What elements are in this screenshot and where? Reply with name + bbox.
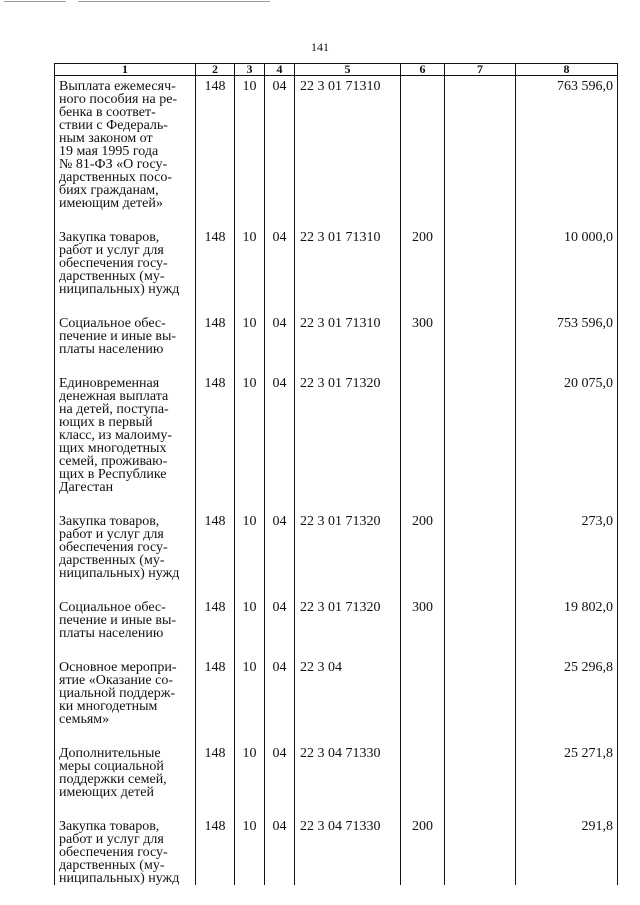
table-row <box>55 296 618 356</box>
row-name-cell <box>55 76 196 211</box>
row-name-line: платы населению <box>59 626 164 641</box>
ministry-code-cell: 148 <box>196 640 235 726</box>
row-name-line: биях гражданам, <box>59 183 159 198</box>
amount-cell: 25 271,8 <box>516 726 618 799</box>
col-header-8: 8 <box>516 64 618 76</box>
row-name-cell <box>55 580 196 640</box>
table-row <box>55 210 618 296</box>
row-name-line: Выплата ежемесяч- <box>59 79 176 94</box>
section-code-cell: 10 <box>235 640 265 726</box>
target-article-cell: 22 3 01 71320 <box>295 580 401 640</box>
subsection-code-cell: 04 <box>265 356 295 494</box>
col7-cell <box>445 640 516 726</box>
subsection-code-cell: 04 <box>265 296 295 356</box>
col7-cell <box>445 296 516 356</box>
row-name-line: ниципальных) нужд <box>59 871 180 886</box>
col-header-2: 2 <box>196 64 235 76</box>
expense-type-cell <box>401 76 445 211</box>
row-name-line: Основное меропри- <box>59 660 177 675</box>
row-name-line: работ и услуг для <box>59 243 164 258</box>
row-name-cell <box>55 494 196 580</box>
row-name-line: обеспечения госу- <box>59 256 168 271</box>
expense-type-cell: 200 <box>401 210 445 296</box>
amount-cell: 753 596,0 <box>516 296 618 356</box>
row-name-line: меры социальной <box>59 759 164 774</box>
row-name-line: печение и иные вы- <box>59 613 177 628</box>
section-code-cell: 10 <box>235 76 265 211</box>
amount-cell: 10 000,0 <box>516 210 618 296</box>
subsection-code-cell: 04 <box>265 210 295 296</box>
row-name-line: Закупка товаров, <box>59 819 160 834</box>
target-article-cell: 22 3 01 71310 <box>295 76 401 211</box>
section-code-cell: 10 <box>235 726 265 799</box>
ministry-code-cell: 148 <box>196 580 235 640</box>
row-name-line: 19 мая 1995 года <box>59 144 159 159</box>
col-header-6: 6 <box>401 64 445 76</box>
row-name-cell <box>55 799 196 885</box>
scan-top-rule-right <box>78 1 270 2</box>
row-name-line: имеющим детей» <box>59 196 163 211</box>
ministry-code-cell: 148 <box>196 356 235 494</box>
target-article-cell: 22 3 04 71330 <box>295 726 401 799</box>
expense-type-cell <box>401 356 445 494</box>
expense-type-cell: 300 <box>401 296 445 356</box>
table-row <box>55 640 618 726</box>
section-code-cell: 10 <box>235 356 265 494</box>
ministry-code-cell: 148 <box>196 76 235 211</box>
row-name-line: класс, из малоиму- <box>59 428 173 443</box>
ministry-code-cell: 148 <box>196 296 235 356</box>
col-header-7: 7 <box>445 64 516 76</box>
table-row <box>55 494 618 580</box>
col7-cell <box>445 494 516 580</box>
row-name-line: циальной поддерж- <box>59 686 176 701</box>
row-name-line: щих многодетных <box>59 441 167 456</box>
row-name-line: Закупка товаров, <box>59 230 160 245</box>
section-code-cell: 10 <box>235 296 265 356</box>
row-name-cell <box>55 210 196 296</box>
ministry-code-cell: 148 <box>196 726 235 799</box>
row-name-line: Дополнительные <box>59 746 161 761</box>
expense-type-cell <box>401 640 445 726</box>
expense-type-cell: 200 <box>401 494 445 580</box>
col7-cell <box>445 210 516 296</box>
col7-cell <box>445 76 516 211</box>
col7-cell <box>445 356 516 494</box>
row-name-cell <box>55 356 196 494</box>
target-article-cell: 22 3 04 <box>295 640 401 726</box>
row-name-line: дарственных (му- <box>59 269 165 284</box>
table-row <box>55 76 618 211</box>
row-name-line: Дагестан <box>59 480 114 495</box>
row-name-line: обеспечения госу- <box>59 845 168 860</box>
page-number: 141 <box>311 40 329 54</box>
row-name-line: Социальное обес- <box>59 600 166 615</box>
expense-type-cell <box>401 726 445 799</box>
col7-cell <box>445 726 516 799</box>
target-article-cell: 22 3 01 71320 <box>295 356 401 494</box>
target-article-cell: 22 3 01 71320 <box>295 494 401 580</box>
row-name-line: бенка в соответ- <box>59 105 156 120</box>
row-name-line: ки многодетным <box>59 699 158 714</box>
subsection-code-cell: 04 <box>265 76 295 211</box>
row-name-line: семей, проживаю- <box>59 454 168 469</box>
budget-table <box>54 63 618 885</box>
target-article-cell: 22 3 01 71310 <box>295 296 401 356</box>
row-name-line: печение и иные вы- <box>59 329 177 344</box>
row-name-line: работ и услуг для <box>59 527 164 542</box>
table-row <box>55 580 618 640</box>
expense-type-cell: 300 <box>401 580 445 640</box>
row-name-cell <box>55 640 196 726</box>
row-name-cell <box>55 726 196 799</box>
col-header-3: 3 <box>235 64 265 76</box>
row-name-line: платы населению <box>59 342 164 357</box>
ministry-code-cell: 148 <box>196 494 235 580</box>
row-name-line: дарственных (му- <box>59 858 165 873</box>
row-name-cell <box>55 296 196 356</box>
row-name-line: ного пособия на ре- <box>59 92 178 107</box>
scan-top-rule-left <box>4 1 66 2</box>
subsection-code-cell: 04 <box>265 494 295 580</box>
row-name-line: денежная выплата <box>59 389 169 404</box>
row-name-line: Социальное обес- <box>59 316 166 331</box>
row-name-line: Единовременная <box>59 376 160 391</box>
section-code-cell: 10 <box>235 494 265 580</box>
amount-cell: 25 296,8 <box>516 640 618 726</box>
amount-cell: 20 075,0 <box>516 356 618 494</box>
expense-type-cell: 200 <box>401 799 445 885</box>
row-name-line: дарственных посо- <box>59 170 173 185</box>
target-article-cell: 22 3 04 71330 <box>295 799 401 885</box>
section-code-cell: 10 <box>235 210 265 296</box>
subsection-code-cell: 04 <box>265 799 295 885</box>
row-name-line: имеющих детей <box>59 785 154 800</box>
table-header-row <box>55 64 618 76</box>
amount-cell: 291,8 <box>516 799 618 885</box>
col7-cell <box>445 580 516 640</box>
col-header-1: 1 <box>55 64 196 76</box>
row-name-line: № 81-ФЗ «О госу- <box>59 157 168 172</box>
row-name-line: дарственных (му- <box>59 553 165 568</box>
table-body <box>55 76 618 886</box>
row-name-line: ятие «Оказание со- <box>59 673 173 688</box>
row-name-line: поддержки семей, <box>59 772 167 787</box>
col-header-5: 5 <box>295 64 401 76</box>
row-name-line: ниципальных) нужд <box>59 566 180 581</box>
table-row <box>55 799 618 885</box>
amount-cell: 273,0 <box>516 494 618 580</box>
subsection-code-cell: 04 <box>265 640 295 726</box>
row-name-line: ным законом от <box>59 131 153 146</box>
ministry-code-cell: 148 <box>196 799 235 885</box>
subsection-code-cell: 04 <box>265 580 295 640</box>
section-code-cell: 10 <box>235 799 265 885</box>
row-name-line: Закупка товаров, <box>59 514 160 529</box>
section-code-cell: 10 <box>235 580 265 640</box>
row-name-line: ствии с Федераль- <box>59 118 168 133</box>
row-name-line: обеспечения госу- <box>59 540 168 555</box>
table-row <box>55 356 618 494</box>
row-name-line: семьям» <box>59 712 110 727</box>
col-header-4: 4 <box>265 64 295 76</box>
row-name-line: щих в Республике <box>59 467 167 482</box>
table-row <box>55 726 618 799</box>
target-article-cell: 22 3 01 71310 <box>295 210 401 296</box>
ministry-code-cell: 148 <box>196 210 235 296</box>
row-name-line: ющих в первый <box>59 415 153 430</box>
amount-cell: 763 596,0 <box>516 76 618 211</box>
row-name-line: ниципальных) нужд <box>59 282 180 297</box>
row-name-line: работ и услуг для <box>59 832 164 847</box>
subsection-code-cell: 04 <box>265 726 295 799</box>
col7-cell <box>445 799 516 885</box>
amount-cell: 19 802,0 <box>516 580 618 640</box>
row-name-line: на детей, поступа- <box>59 402 169 417</box>
